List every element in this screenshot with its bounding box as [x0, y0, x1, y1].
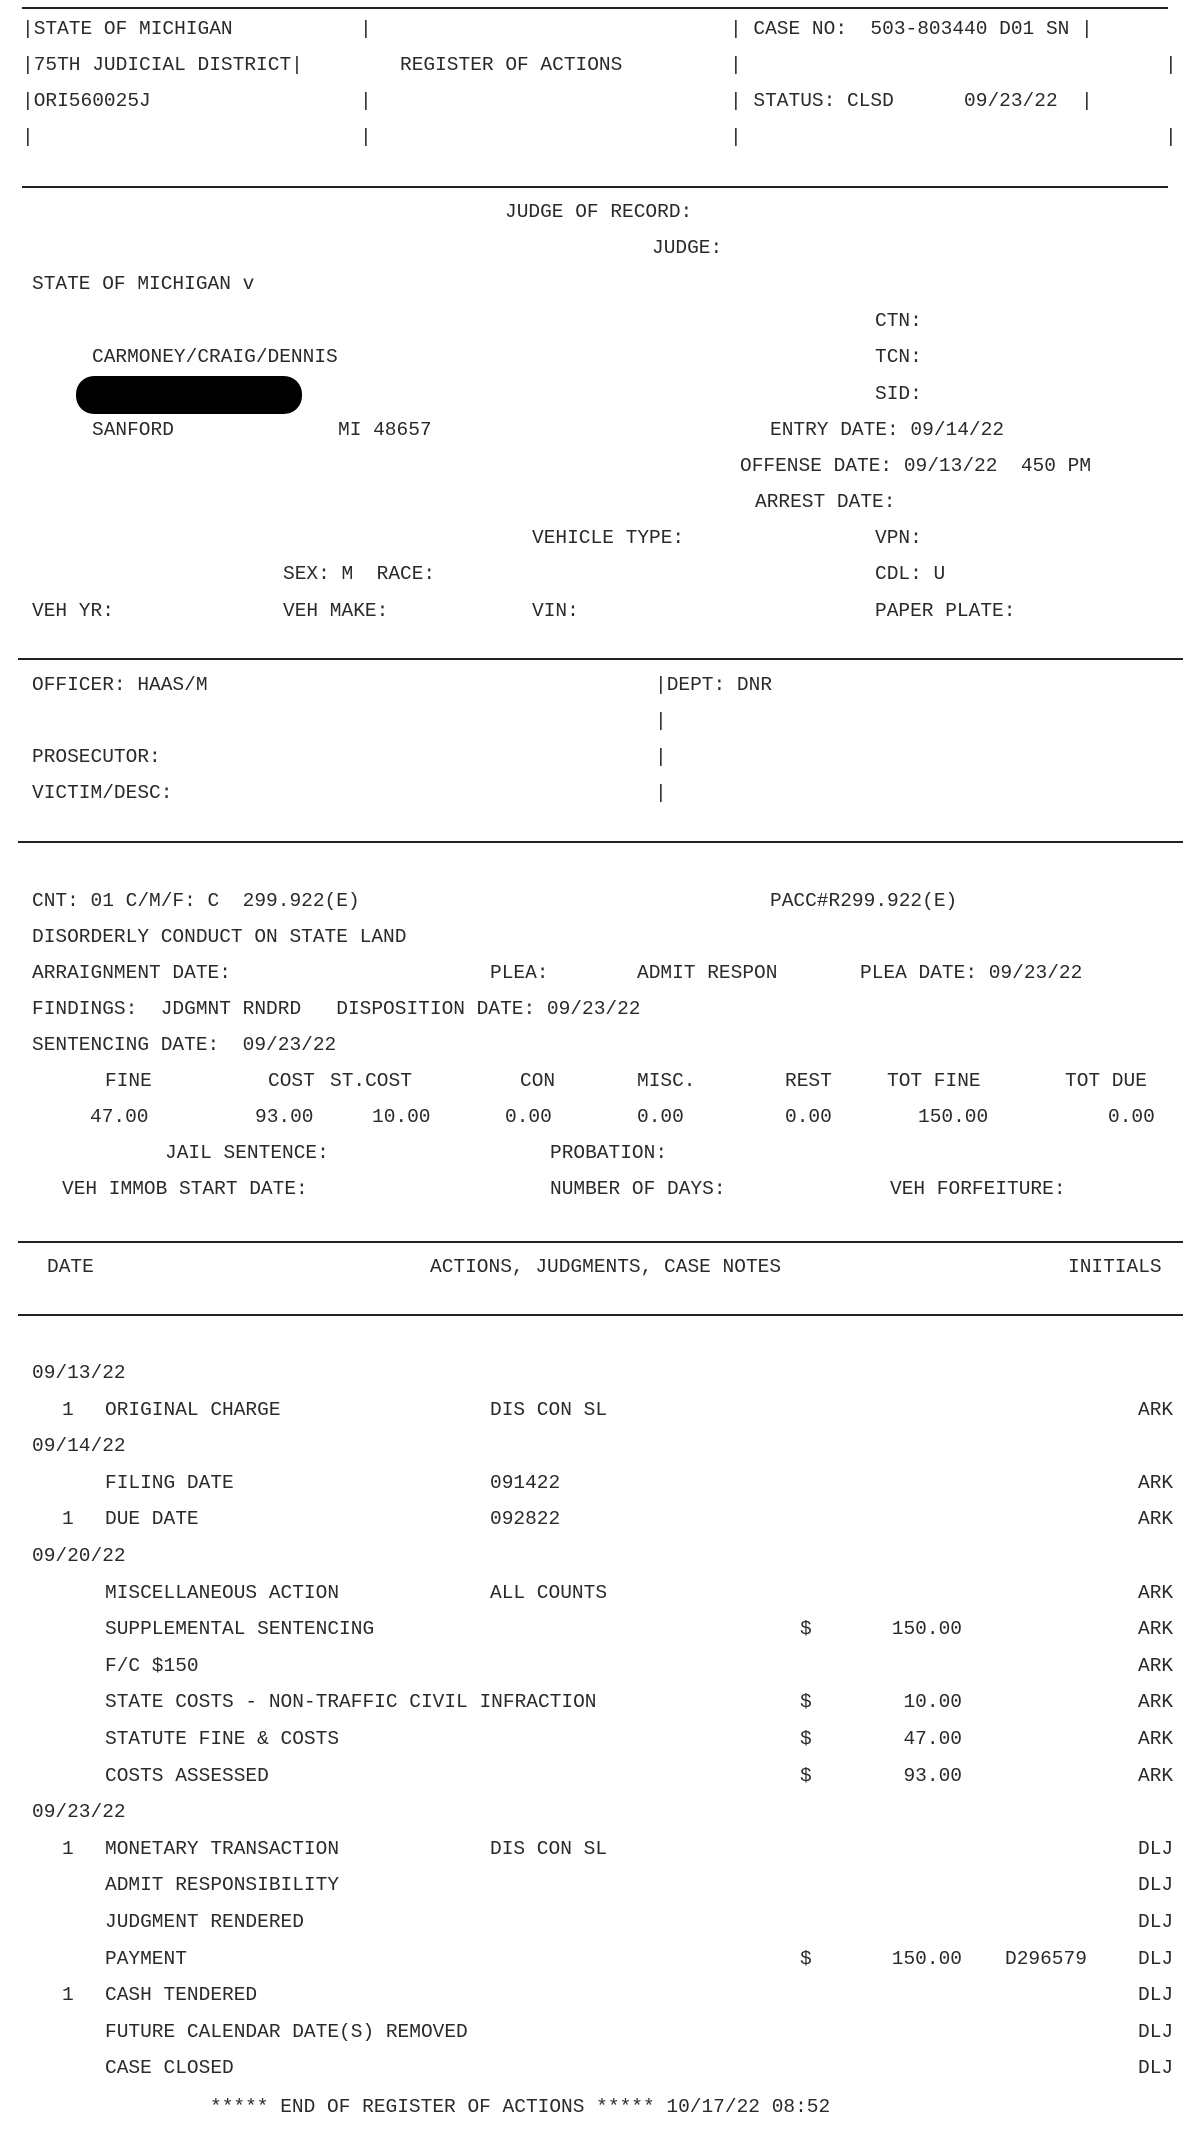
sentencing-date: SENTENCING DATE: 09/23/22	[32, 1034, 337, 1056]
action-description: FUTURE CALENDAR DATE(S) REMOVED	[105, 2021, 468, 2043]
veh-year: VEH YR:	[32, 600, 114, 622]
fee-value: 93.00	[255, 1106, 314, 1128]
department: |DEPT: DNR	[655, 674, 773, 696]
action-initials: ARK	[1138, 1765, 1174, 1787]
plea-value: ADMIT RESPON	[637, 962, 778, 984]
sex-race: SEX: M RACE:	[283, 563, 436, 585]
actions-col-initials: INITIALS	[1068, 1256, 1162, 1278]
action-description: PAYMENT	[105, 1948, 187, 1970]
action-detail: DIS CON SL	[490, 1399, 608, 1421]
action-date: 09/14/22	[32, 1435, 126, 1457]
veh-forfeiture: VEH FORFEITURE:	[890, 1178, 1066, 1200]
action-initials: ARK	[1138, 1399, 1174, 1421]
entry-date: ENTRY DATE: 09/14/22	[770, 419, 1005, 441]
action-date: 09/23/22	[32, 1801, 126, 1823]
action-description: F/C $150	[105, 1655, 199, 1677]
fee-header: TOT DUE	[1065, 1070, 1147, 1092]
fee-value: 150.00	[918, 1106, 989, 1128]
action-date: 09/20/22	[32, 1545, 126, 1567]
action-reference: D296579	[1005, 1948, 1087, 1970]
action-initials: ARK	[1138, 1582, 1174, 1604]
action-initials: DLJ	[1138, 1838, 1174, 1860]
action-initials: DLJ	[1138, 1984, 1174, 2006]
action-initials: DLJ	[1138, 1911, 1174, 1933]
charge-description: DISORDERLY CONDUCT ON STATE LAND	[32, 926, 407, 948]
action-initials: DLJ	[1138, 1874, 1174, 1896]
header-bar: |	[1165, 126, 1177, 148]
action-detail: ALL COUNTS	[490, 1582, 608, 1604]
number-of-days: NUMBER OF DAYS:	[550, 1178, 726, 1200]
action-description: STATE COSTS - NON-TRAFFIC CIVIL INFRACTION	[105, 1691, 597, 1713]
tcn-label: TCN:	[875, 346, 922, 368]
defendant-city: SANFORD	[92, 419, 174, 441]
plea-date: PLEA DATE: 09/23/22	[860, 962, 1083, 984]
case-number: | CASE NO: 503-803440 D01 SN |	[730, 18, 1093, 40]
action-amount: 150.00	[891, 1948, 962, 1970]
veh-make: VEH MAKE:	[283, 600, 389, 622]
action-initials: ARK	[1138, 1728, 1174, 1750]
action-currency: $	[800, 1728, 812, 1750]
action-currency: $	[800, 1618, 812, 1640]
action-amount: 10.00	[903, 1691, 962, 1713]
action-description: CASE CLOSED	[105, 2057, 234, 2079]
action-initials: DLJ	[1138, 2057, 1174, 2079]
action-initials: ARK	[1138, 1508, 1174, 1530]
action-currency: $	[800, 1948, 812, 1970]
defendant-state-zip: MI 48657	[338, 419, 432, 441]
fee-value: 0.00	[1108, 1106, 1155, 1128]
action-description: DUE DATE	[105, 1508, 199, 1530]
action-amount: 93.00	[903, 1765, 962, 1787]
fee-header: COST	[268, 1070, 315, 1092]
action-count: 1	[62, 1984, 74, 2006]
case-caption: STATE OF MICHIGAN v	[32, 273, 255, 295]
action-initials: ARK	[1138, 1472, 1174, 1494]
header-bar: |	[22, 126, 34, 148]
fee-header: TOT FINE	[887, 1070, 981, 1092]
action-description: FILING DATE	[105, 1472, 234, 1494]
vehicle-type: VEHICLE TYPE:	[532, 527, 685, 549]
offense-date: OFFENSE DATE: 09/13/22 450 PM	[740, 455, 1092, 477]
action-description: JUDGMENT RENDERED	[105, 1911, 304, 1933]
officer-bar: |	[655, 710, 667, 732]
pacc-code: PACC#R299.922(E)	[770, 890, 958, 912]
end-of-register: ***** END OF REGISTER OF ACTIONS ***** 10/17/22 08:52	[210, 2096, 831, 2118]
header-bar: |	[730, 54, 742, 76]
action-currency: $	[800, 1765, 812, 1787]
action-initials: ARK	[1138, 1618, 1174, 1640]
top-rule	[22, 7, 1168, 9]
probation: PROBATION:	[550, 1142, 668, 1164]
sid-label: SID:	[875, 383, 922, 405]
fee-value: 0.00	[505, 1106, 552, 1128]
officer-bar: |	[655, 746, 667, 768]
vin-label: VIN:	[532, 600, 579, 622]
action-count: 1	[62, 1838, 74, 1860]
rule	[18, 841, 1183, 843]
action-description: ADMIT RESPONSIBILITY	[105, 1874, 340, 1896]
court-state: |STATE OF MICHIGAN	[22, 18, 233, 40]
header-col-bar: |	[360, 18, 372, 40]
vpn-label: VPN:	[875, 527, 922, 549]
fee-value: 10.00	[372, 1106, 431, 1128]
defendant-name: CARMONEY/CRAIG/DENNIS	[92, 346, 338, 368]
action-currency: $	[800, 1691, 812, 1713]
court-district: |75TH JUDICIAL DISTRICT|	[22, 54, 303, 76]
cdl-label: CDL: U	[875, 563, 946, 585]
fee-value: 0.00	[637, 1106, 684, 1128]
action-description: SUPPLEMENTAL SENTENCING	[105, 1618, 375, 1640]
action-detail: 092822	[490, 1508, 561, 1530]
header-bar: |	[1165, 54, 1177, 76]
judge-of-record-label: JUDGE OF RECORD:	[505, 201, 693, 223]
officer: OFFICER: HAAS/M	[32, 674, 208, 696]
action-date: 09/13/22	[32, 1362, 126, 1384]
fee-header: CON	[520, 1070, 556, 1092]
action-detail: 091422	[490, 1472, 561, 1494]
fee-header: MISC.	[637, 1070, 696, 1092]
paper-plate: PAPER PLATE:	[875, 600, 1016, 622]
fee-header: ST.COST	[330, 1070, 412, 1092]
findings: FINDINGS: JDGMNT RNDRD DISPOSITION DATE: 09/23/22	[32, 998, 641, 1020]
action-initials: ARK	[1138, 1691, 1174, 1713]
plea-label: PLEA:	[490, 962, 549, 984]
action-description: MONETARY TRANSACTION	[105, 1838, 340, 1860]
arrest-date: ARREST DATE:	[755, 491, 896, 513]
action-description: MISCELLANEOUS ACTION	[105, 1582, 340, 1604]
jail-sentence: JAIL SENTENCE:	[165, 1142, 329, 1164]
header-col-bar: |	[360, 126, 372, 148]
rule	[18, 658, 1183, 660]
action-amount: 47.00	[903, 1728, 962, 1750]
action-initials: DLJ	[1138, 2021, 1174, 2043]
court-ori: |ORI560025J	[22, 90, 151, 112]
header-bar: |	[730, 126, 742, 148]
fee-header: REST	[785, 1070, 832, 1092]
action-count: 1	[62, 1508, 74, 1530]
action-count: 1	[62, 1399, 74, 1421]
action-description: CASH TENDERED	[105, 1984, 258, 2006]
prosecutor: PROSECUTOR:	[32, 746, 161, 768]
action-detail: DIS CON SL	[490, 1838, 608, 1860]
actions-col-actions: ACTIONS, JUDGMENTS, CASE NOTES	[430, 1256, 782, 1278]
fee-value: 0.00	[785, 1106, 832, 1128]
officer-bar: |	[655, 782, 667, 804]
rule	[18, 1241, 1183, 1243]
action-amount: 150.00	[891, 1618, 962, 1640]
ctn-label: CTN:	[875, 310, 922, 332]
case-status: | STATUS: CLSD 09/23/22 |	[730, 90, 1093, 112]
actions-col-date: DATE	[47, 1256, 94, 1278]
victim: VICTIM/DESC:	[32, 782, 173, 804]
judge-label: JUDGE:	[652, 237, 723, 259]
rule	[22, 186, 1168, 188]
fee-value: 47.00	[90, 1106, 149, 1128]
action-initials: DLJ	[1138, 1948, 1174, 1970]
action-description: COSTS ASSESSED	[105, 1765, 269, 1787]
fee-header: FINE	[105, 1070, 152, 1092]
veh-immob-date: VEH IMMOB START DATE:	[62, 1178, 308, 1200]
arraignment-date: ARRAIGNMENT DATE:	[32, 962, 231, 984]
header-col-bar: |	[360, 90, 372, 112]
redacted-address	[76, 376, 302, 414]
document-title: REGISTER OF ACTIONS	[400, 54, 623, 76]
action-description: STATUTE FINE & COSTS	[105, 1728, 340, 1750]
rule	[18, 1314, 1183, 1316]
count-line: CNT: 01 C/M/F: C 299.922(E)	[32, 890, 360, 912]
action-description: ORIGINAL CHARGE	[105, 1399, 281, 1421]
action-initials: ARK	[1138, 1655, 1174, 1677]
